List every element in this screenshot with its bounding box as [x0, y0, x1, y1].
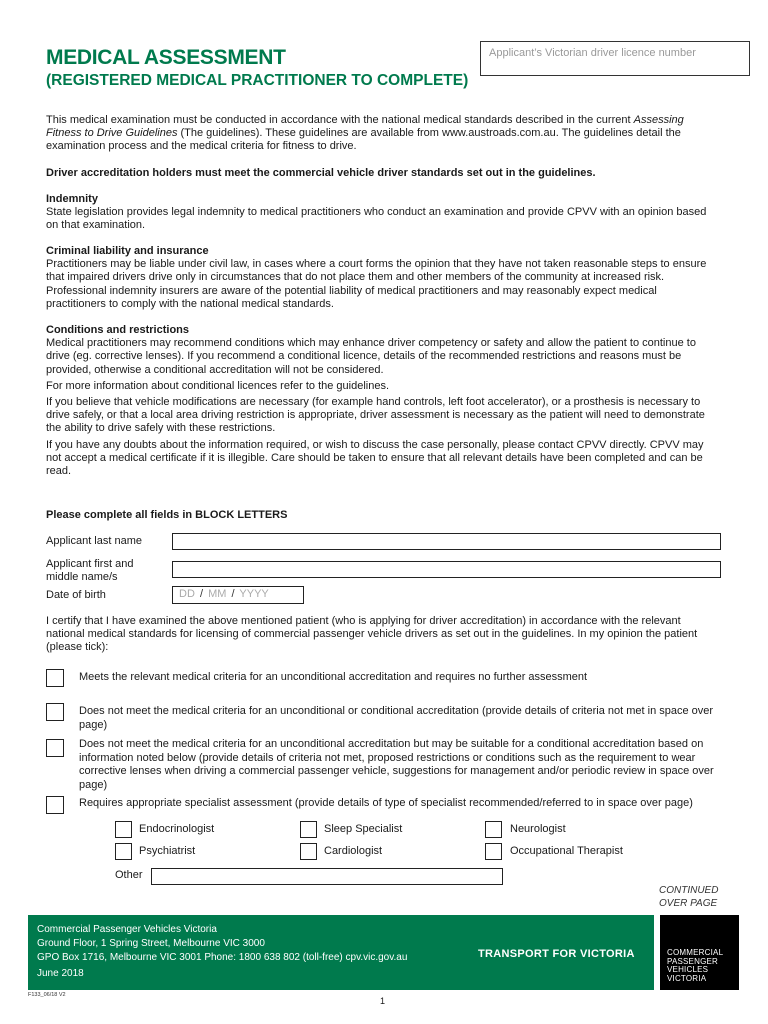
footer-banner [28, 915, 654, 990]
conditions-p4: If you have any doubts about the information required, or wish to discuss the case personally, please contact CPVV directly. CPVV may not accept a medical certificate if it is illegible. Care should be taken to ensure that all relevant details have been completed and can be read. [46, 438, 704, 478]
conditions-section [46, 324, 716, 478]
option-label-4: Requires appropriate specialist assessment (provide details of type of specialist recommended/referred to in space over page) [79, 797, 693, 809]
cpvv-logo-line: VEHICLES [667, 965, 709, 975]
footer-street: Ground Floor, 1 Spring Street, Melbourne VIC 3000 [37, 938, 265, 949]
psychiatrist-label: Psychiatrist [139, 845, 196, 857]
indemnity-heading: Indemnity [46, 193, 98, 205]
continued-line-2: OVER PAGE [659, 898, 718, 909]
other-label: Other [115, 869, 143, 881]
criminal-section [46, 245, 716, 311]
conditions-heading: Conditions and restrictions [46, 324, 190, 336]
standards-note: Driver accreditation holders must meet the commercial vehicle driver standards set out in the guidelines. [46, 167, 596, 179]
conditions-p3: If you believe that vehicle modifications are necessary (for example hand controls, left foot accelerator), or a prosthesis is necessary to drive safely, or that a local area driving restriction is appropriate, driver assessment is necessary as the patient will need to demonstrate the ability to drive safely with these restrictions. [46, 396, 705, 435]
criminal-body: Practitioners may be liable under civil law, in cases where a court forms the opinion that they have not taken reasonable steps to ensure that impaired drivers drive only in circumstances that do not place them and other members of the community at increased risk. Professional indemnity insurers are aware of the potential liability of medical practitioners and may reasonably expect medical practitioners to comply with the national medical standards. [46, 258, 707, 310]
occupational-therapist-label: Occupational Therapist [510, 845, 623, 857]
psychiatrist-checkbox[interactable] [115, 843, 132, 860]
indemnity-section [46, 193, 716, 233]
form-code: F133_06/18 V2 [28, 992, 66, 998]
cpvv-logo-line: PASSENGER [667, 956, 718, 966]
licence-number-field[interactable] [480, 41, 750, 76]
option-checkbox-4[interactable] [46, 796, 64, 814]
last-name-field[interactable] [172, 533, 721, 550]
other-field[interactable] [151, 868, 503, 885]
dob-month-placeholder: MM [208, 588, 227, 600]
dob-field[interactable] [172, 586, 304, 604]
cardiologist-checkbox[interactable] [300, 843, 317, 860]
intro-italic: Assessing Fitness to Drive Guidelines [46, 114, 684, 140]
footer-contact: GPO Box 1716, Melbourne VIC 3001 Phone: 1800 638 802 (toll-free) cpv.vic.gov.au [37, 952, 408, 963]
neurologist-checkbox[interactable] [485, 821, 502, 838]
option-checkbox-3[interactable] [46, 739, 64, 757]
last-name-label: Applicant last name [46, 535, 142, 547]
dob-separator: / [199, 588, 204, 600]
first-name-label: Applicant first and middle name/s [46, 558, 134, 583]
cpvv-logo-line: COMMERCIAL [667, 948, 724, 957]
dob-label: Date of birth [46, 589, 106, 601]
cpvv-logo-text [667, 949, 723, 983]
indemnity-body: State legislation provides legal indemnity to medical practitioners who conduct an examination and provide CPVV with an opinion based on that examination. [46, 206, 707, 232]
cardiologist-label: Cardiologist [324, 845, 383, 857]
certify-statement: I certify that I have examined the above mentioned patient (who is applying for driver accreditation) in accordance with the relevant national medical standards for licensing of commercial passenger vehicle drivers as set out in the guidelines. In my opinion the patient (please tick): [46, 615, 698, 654]
transport-for-victoria-logo: TRANSPORT FOR VICTORIA [478, 948, 635, 960]
intro-paragraph [46, 114, 716, 154]
continued-line-1: CONTINUED [659, 885, 719, 896]
page-title: MEDICAL ASSESSMENT [46, 46, 286, 69]
option-checkbox-1[interactable] [46, 669, 64, 687]
option-label-2: Does not meet the medical criteria for an unconditional or conditional accreditation (provide details of criteria not met in space over page) [79, 705, 714, 731]
neurologist-label: Neurologist [510, 823, 566, 835]
option-checkbox-2[interactable] [46, 703, 64, 721]
sleep-specialist-label: Sleep Specialist [324, 823, 403, 835]
dob-year-placeholder: YYYY [239, 588, 269, 600]
first-name-field[interactable] [172, 561, 721, 578]
page-subtitle: (REGISTERED MEDICAL PRACTITIONER TO COMPLETE) [46, 72, 469, 89]
continued-note [659, 884, 718, 910]
cpvv-logo-line: VICTORIA [667, 973, 707, 983]
dob-separator: / [231, 588, 235, 600]
footer-org: Commercial Passenger Vehicles Victoria [37, 924, 217, 935]
footer-address [37, 923, 407, 965]
endocrinologist-label: Endocrinologist [139, 823, 215, 835]
criminal-heading: Criminal liability and insurance [46, 245, 209, 257]
page-number: 1 [380, 996, 386, 1006]
conditions-p1: Medical practitioners may recommend conditions which may enhance driver competency or safety and allow the patient to continue to drive (eg. corrective lenses). If you recommend a conditional licence, details of the recommended restrictions and reasons must be provided, otherwise a conditional accreditation will not be considered. [46, 337, 696, 376]
intro-text-1: This medical examination must be conducted in accordance with the national medical standards described in the current [46, 114, 634, 126]
footer-date: June 2018 [37, 968, 84, 979]
option-label-1: Meets the relevant medical criteria for an unconditional accreditation and requires no further assessment [79, 671, 588, 683]
sleep-specialist-checkbox[interactable] [300, 821, 317, 838]
intro-text-2: (The guidelines). These guidelines are available from www.austroads.com.au. The guidelines detail the examination process and the medical criteria for fitness to drive. [46, 127, 681, 153]
option-label-3: Does not meet the medical criteria for an unconditional accreditation but may be suitable for a conditional accreditation based on information noted below (provide details of criteria not met, proposed restrictions or conditions such as the requirement to wear corrective lenses when driving a commercial passenger vehicle, suggestions for management and/or periodic review in space over page) [79, 738, 714, 791]
licence-number-label: Applicant’s Victorian driver licence number [489, 47, 696, 59]
conditions-p2: For more information about conditional licences refer to the guidelines. [46, 379, 390, 392]
occupational-therapist-checkbox[interactable] [485, 843, 502, 860]
cpvv-logo [660, 915, 739, 990]
form-instruction: Please complete all fields in BLOCK LETTERS [46, 509, 288, 521]
endocrinologist-checkbox[interactable] [115, 821, 132, 838]
dob-day-placeholder: DD [179, 588, 195, 600]
